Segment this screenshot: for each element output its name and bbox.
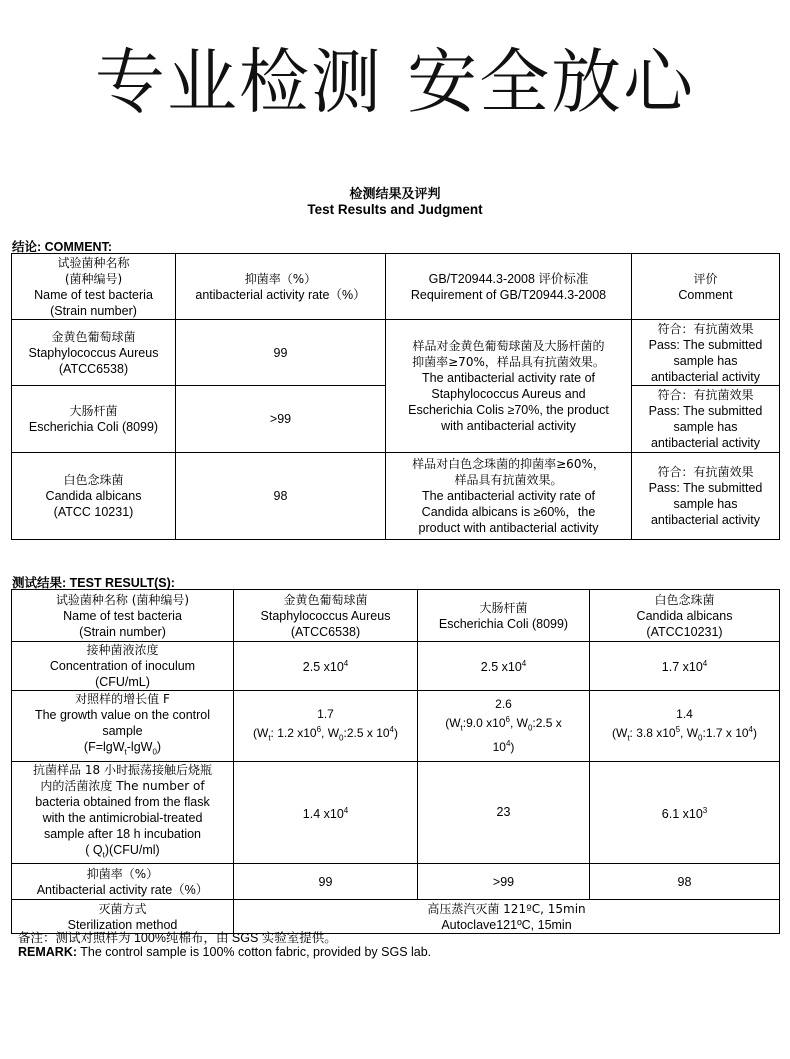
flask-label-cell: 抗菌样品 18 小时振荡接触后烧瓶 内的活菌浓度 The number of bacteria obtained from the flask with the antimicrobial-treated sample after 18 h incubation ( $Q_t)(CFU/ml)$	[12, 761, 234, 864]
table-row	[12, 452, 780, 539]
table-row	[12, 320, 780, 386]
flask-value-cell: 23	[418, 761, 590, 864]
comment-cell: 符合：有抗菌效果 Pass: The submitted sample has antibacterial activity	[632, 386, 780, 452]
results-header-row	[12, 590, 780, 642]
table-row	[12, 642, 780, 691]
strain-cell: 大肠杆菌 Escherichia Coli (8099)	[12, 386, 176, 452]
header-comment: 评价 Comment	[632, 254, 780, 320]
comment-cell: 符合：有抗菌效果 Pass: The submitted sample has antibacterial activity	[632, 320, 780, 386]
rate-cell: >99	[176, 386, 386, 452]
header-staphylococcus: 金黄色葡萄球菌 Staphylococcus Aureus (ATCC6538)	[234, 590, 418, 642]
inoculum-value-cell: 2.5 $x10^4$	[418, 642, 590, 691]
growth-value-cell: 2.6 ($W_t:9.0$ $x10^6$, $W_0:2.5$ x $10^4$)	[418, 691, 590, 762]
comment-table	[11, 253, 780, 540]
comment-section-label: 结论: COMMENT:	[12, 240, 112, 254]
header-candida: 白色念珠菌 Candida albicans (ATCC10231)	[590, 590, 780, 642]
rate-value-cell: 98	[590, 864, 780, 900]
growth-value-cell: 1.4 ($W_t$: 3.8 $x10^5$, $W_0:1.7$ x $10^4$)	[590, 691, 780, 762]
growth-value-cell: 1.7 ($W_t$: 1.2 $x10^6$, $W_0:2.5$ x $10^4$)	[234, 691, 418, 762]
banner-slogan: 专业检测 安全放心	[94, 41, 696, 123]
results-section-label: 测试结果: TEST RESULT(S):	[12, 576, 175, 590]
header-test-bacteria: 试验菌种名称 (菌种编号) Name of test bacteria (Strain number)	[12, 254, 176, 320]
inoculum-value-cell: 1.7 $x10^4$	[590, 642, 780, 691]
comment-cell: 符合：有抗菌效果 Pass: The submitted sample has antibacterial activity	[632, 452, 780, 539]
flask-value-cell: 1.4 $x10^4$	[234, 761, 418, 864]
sterilization-value-cell: 高压蒸汽灭菌 121ºC, 15min Autoclave121ºC, 15min	[234, 900, 780, 934]
header-escherichia: 大肠杆菌 Escherichia Coli (8099)	[418, 590, 590, 642]
header-requirement: GB/T20944.3-2008 评价标准 Requirement of GB/T20944.3-2008	[386, 254, 632, 320]
results-table	[11, 589, 780, 934]
strain-cell: 白色念珠菌 Candida albicans (ATCC 10231)	[12, 452, 176, 539]
report-title-en: Test Results and Judgment	[307, 202, 483, 217]
growth-label-cell: 对照样的增长值 F The growth value on the control sample (F=lgW$_t$-lgW$_0$)	[12, 691, 234, 762]
shared-requirement-cell: 样品对金黄色葡萄球菌及大肠杆菌的 抑菌率≥70%，样品具有抗菌效果。 The antibacterial activity rate of Staphylococcus Aureus and Escherichia Colis ≥70%, the product with antibacterial activity	[386, 320, 632, 452]
note-cn: 备注：测试对照样为 100%纯棉布，由 SGS 实验室提供。	[18, 931, 337, 945]
flask-value-cell: 6.1 $x10^3$	[590, 761, 780, 864]
inoculum-value-cell: 2.5 $x10^4$	[234, 642, 418, 691]
rate-cell: 99	[176, 320, 386, 386]
requirement-cell: 样品对白色念珠菌的抑菌率≥60%， 样品具有抗菌效果。 The antibacterial activity rate of Candida albicans is ≥60%，the product with antibacterial activity	[386, 452, 632, 539]
rate-label-cell: 抑菌率（%） Antibacterial activity rate（%）	[12, 864, 234, 900]
rate-value-cell: >99	[418, 864, 590, 900]
rate-value-cell: 99	[234, 864, 418, 900]
table-row	[12, 864, 780, 900]
remark-text: The control sample is 100% cotton fabric, provided by SGS lab.	[80, 945, 432, 959]
header-test-bacteria: 试验菌种名称 (菌种编号) Name of test bacteria (Strain number)	[12, 590, 234, 642]
table-row	[12, 691, 780, 762]
sterilization-label-cell: 灭菌方式 Sterilization method	[12, 900, 234, 934]
comment-header-row	[12, 254, 780, 320]
rate-cell: 98	[176, 452, 386, 539]
inoculum-label-cell: 接种菌液浓度 Concentration of inoculum (CFU/mL)	[12, 642, 234, 691]
remark-label: REMARK:	[18, 945, 78, 959]
header-activity-rate: 抑菌率（%） antibacterial activity rate（%）	[176, 254, 386, 320]
report-title-cn: 检测结果及评判	[349, 187, 441, 202]
strain-cell: 金黄色葡萄球菌 Staphylococcus Aureus (ATCC6538)	[12, 320, 176, 386]
table-row	[12, 761, 780, 864]
remark-line	[18, 945, 431, 959]
